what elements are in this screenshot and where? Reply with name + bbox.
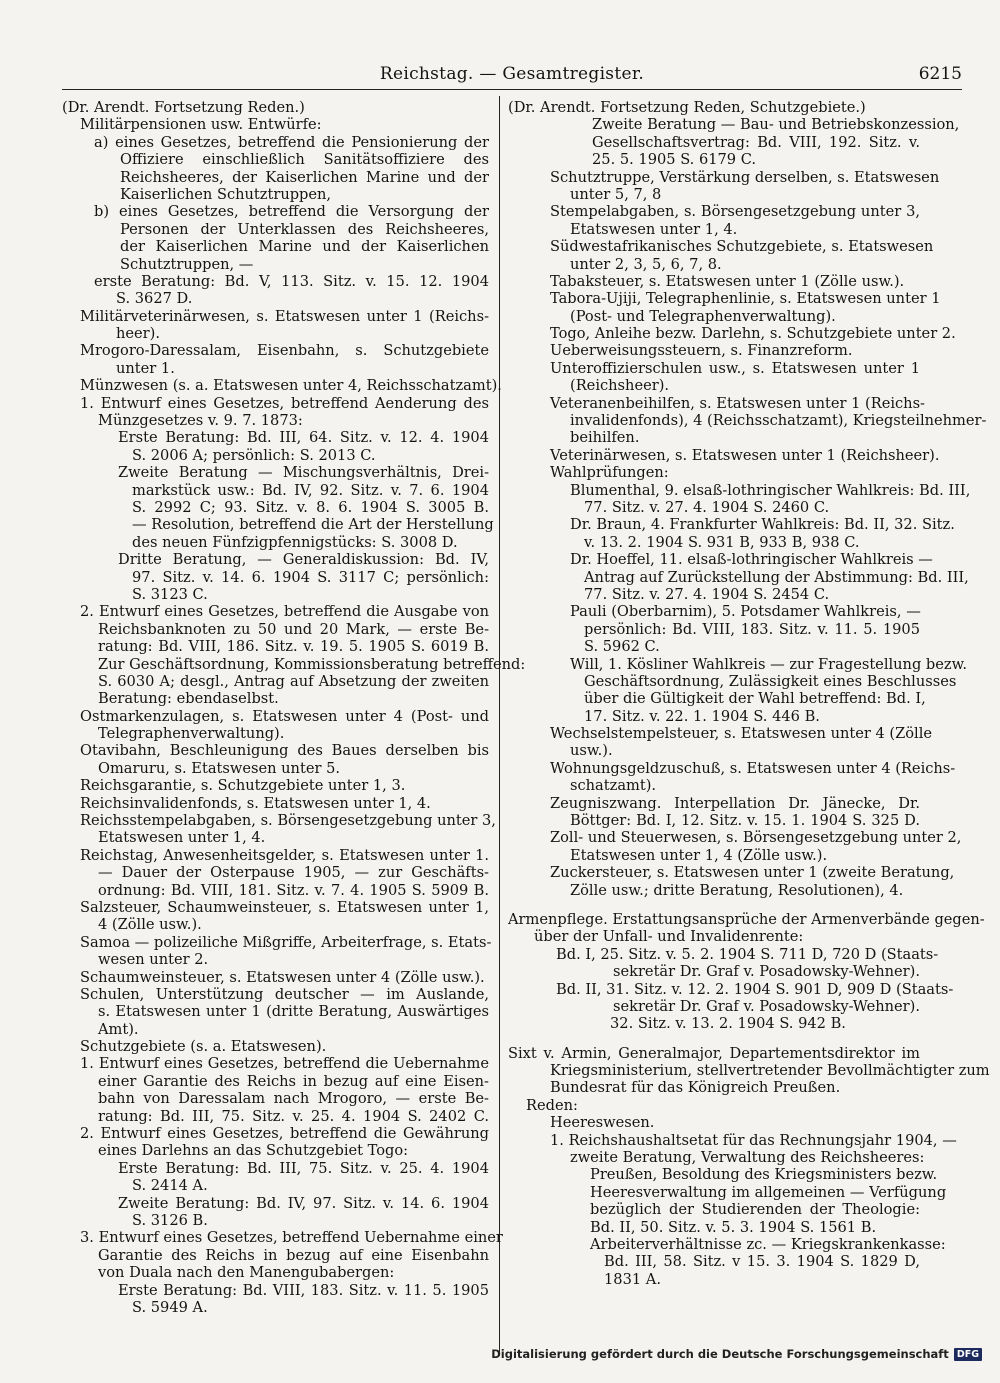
index-line: Bd. II, 50. Sitz. v. 5. 3. 1904 S. 1561 B. <box>590 1218 877 1236</box>
index-line: — Resolution, betreffend die Art der Herstellung <box>132 516 494 534</box>
index-line: 77. Sitz. v. 27. 4. 1904 S. 2460 C. <box>584 498 830 516</box>
index-line: 2. Entwurf eines Gesetzes, betreffend die Gewährung <box>80 1125 489 1143</box>
index-line: Zweite Beratung — Mischungsverhältnis, Drei- <box>118 464 489 482</box>
header-rule <box>62 89 962 90</box>
dfg-logo: DFG <box>954 1348 982 1361</box>
index-line: Gesellschaftsvertrag: Bd. VIII, 192. Sitz. v. <box>592 133 920 151</box>
index-line: persönlich: Bd. VIII, 183. Sitz. v. 11. 5. 1905 <box>584 620 920 638</box>
column-divider <box>499 96 500 1354</box>
index-line: 2. Entwurf eines Gesetzes, betreffend die Ausgabe von <box>80 603 489 621</box>
index-line: Will, 1. Kösliner Wahlkreis — zur Fragestellung bezw. <box>570 655 967 673</box>
index-line: usw.). <box>570 742 613 760</box>
index-line: heer). <box>116 325 160 343</box>
index-line: von Duala nach den Manengubabergen: <box>98 1264 395 1282</box>
index-line: erste Beratung: Bd. V, 113. Sitz. v. 15. 12. 1904 <box>94 272 489 290</box>
index-line: Arbeiterverhältnisse zc. — Kriegskrankenkasse: <box>590 1236 946 1253</box>
index-line: Ueberweisungssteuern, s. Finanzreform. <box>550 342 853 360</box>
index-line: Bd. II, 31. Sitz. v. 12. 2. 1904 S. 901 D, 909 D (Staats- <box>556 980 954 998</box>
index-line: s. Etatswesen unter 1 (dritte Beratung, Auswärtiges <box>98 1003 489 1021</box>
index-line: Tabora-Ujiji, Telegraphenlinie, s. Etatswesen unter 1 <box>550 290 941 308</box>
index-line: ratung: Bd. VIII, 186. Sitz. v. 19. 5. 1905 S. 6019 B. <box>98 638 489 656</box>
index-line: Preußen, Besoldung des Kriegsministers bezw. <box>590 1166 938 1184</box>
index-line: Pauli (Oberbarnim), 5. Potsdamer Wahlkreis, — <box>570 603 921 621</box>
index-line: Armenpflege. Erstattungsansprüche der Armenverbände gegen- <box>508 910 985 928</box>
index-line: Reichsinvalidenfonds, s. Etatswesen unter 1, 4. <box>80 794 431 812</box>
index-line: Schutztruppe, Verstärkung derselben, s. Etatswesen <box>550 168 940 186</box>
index-line: Dr. Hoeffel, 11. elsaß-lothringischer Wahlkreis — <box>570 551 933 569</box>
index-line: Amt). <box>98 1020 139 1038</box>
index-line: Telegraphenverwaltung). <box>98 725 285 743</box>
index-line: Erste Beratung: Bd. III, 75. Sitz. v. 25. 4. 1904 <box>118 1159 489 1177</box>
index-line: v. 13. 2. 1904 S. 931 B, 933 B, 938 C. <box>584 533 860 551</box>
index-line: a) eines Gesetzes, betreffend die Pensionierung der <box>94 133 489 151</box>
index-line: Wohnungsgeldzuschuß, s. Etatswesen unter 4 (Reichs- <box>550 759 956 777</box>
index-line: Etatswesen unter 1, 4. <box>570 220 738 238</box>
index-line: Stempelabgaben, s. Börsengesetzgebung unter 3, <box>550 203 920 221</box>
index-line: über der Unfall- und Invalidenrente: <box>534 928 804 946</box>
index-line: 17. Sitz. v. 22. 1. 1904 S. 446 B. <box>584 707 820 725</box>
index-line: Zoll- und Steuerwesen, s. Börsengesetzgebung unter 2, <box>550 829 962 847</box>
index-line: S. 2006 A; persönlich: S. 2013 C. <box>132 446 376 464</box>
index-line: Reichstag, Anwesenheitsgelder, s. Etatswesen unter 1. <box>80 846 489 864</box>
index-line: — Dauer der Osterpause 1905, — zur Geschäfts- <box>98 864 489 882</box>
index-line: bezüglich der Studierenden der Theologie: <box>590 1201 920 1219</box>
index-line: (Dr. Arendt. Fortsetzung Reden, Schutzgebiete.) <box>508 99 866 116</box>
index-line: (Reichsheer). <box>570 377 670 395</box>
index-line: Schutztruppen, — <box>120 255 254 273</box>
index-line: markstück usw.: Bd. IV, 92. Sitz. v. 7. 6. 1904 <box>132 481 489 499</box>
index-line: Omaruru, s. Etatswesen unter 5. <box>98 759 341 777</box>
index-line: Erste Beratung: Bd. VIII, 183. Sitz. v. 11. 5. 1905 <box>118 1281 489 1299</box>
index-line: Bd. III, 58. Sitz. v 15. 3. 1904 S. 1829 D, <box>604 1253 920 1271</box>
index-line: Antrag auf Zurückstellung der Abstimmung: Bd. III, <box>584 568 969 586</box>
index-line: Reichsbanknoten zu 50 und 20 Mark, — erste Be- <box>98 620 489 638</box>
page-header <box>62 58 962 92</box>
index-line: S. 5949 A. <box>132 1298 208 1316</box>
index-line: Zölle usw.; dritte Beratung, Resolutionen), 4. <box>570 881 904 899</box>
index-line: b) eines Gesetzes, betreffend die Versorgung der <box>94 203 489 221</box>
index-line: sekretär Dr. Graf v. Posadowsky-Wehner). <box>612 963 920 981</box>
index-line: unter 2, 3, 5, 6, 7, 8. <box>570 255 722 273</box>
index-line: Kriegsministerium, stellvertretender Bevollmächtigter zum <box>550 1062 990 1080</box>
index-line: Mrogoro-Daressalam, Eisenbahn, s. Schutzgebiete <box>80 342 489 360</box>
index-line: Reichsstempelabgaben, s. Börsengesetzgebung unter 3, <box>80 812 496 830</box>
index-line: ratung: Bd. III, 75. Sitz. v. 25. 4. 1904 S. 2402 C. <box>98 1107 489 1125</box>
credit-text: Digitalisierung gefördert durch die Deutsche Forschungsgemeinschaft <box>491 1347 949 1361</box>
index-line: Zweite Beratung — Bau- und Betriebskonzession, <box>592 116 960 134</box>
index-line: schatzamt). <box>570 777 657 795</box>
index-line: Zweite Beratung: Bd. IV, 97. Sitz. v. 14. 6. 1904 <box>118 1194 489 1212</box>
index-line: der Kaiserlichen Marine und der Kaiserlichen <box>120 238 489 256</box>
index-line: Tabaksteuer, s. Etatswesen unter 1 (Zölle usw.). <box>550 272 905 290</box>
index-line: S. 3126 B. <box>132 1212 208 1229</box>
index-line: Böttger: Bd. I, 12. Sitz. v. 15. 1. 1904 S. 325 D. <box>570 812 920 830</box>
index-line: Militärpensionen usw. Entwürfe: <box>80 116 322 134</box>
index-line: Togo, Anleihe bezw. Darlehn, s. Schutzgebiete unter 2. <box>550 325 956 343</box>
index-line: 77. Sitz. v. 27. 4. 1904 S. 2454 C. <box>584 585 830 603</box>
index-line: Heereswesen. <box>550 1114 655 1132</box>
index-line: bahn von Daressalam nach Mrogoro, — erste Be- <box>98 1090 489 1108</box>
index-line: 32. Sitz. v. 13. 2. 1904 S. 942 B. <box>610 1015 846 1033</box>
index-line: 3. Entwurf eines Gesetzes, betreffend Uebernahme einer <box>80 1229 503 1247</box>
index-line: (Post- und Telegraphenverwaltung). <box>570 307 836 325</box>
index-line: S. 2992 C; 93. Sitz. v. 8. 6. 1904 S. 3005 B. <box>132 498 489 516</box>
index-line: Südwestafrikanisches Schutzgebiete, s. Etatswesen <box>550 238 934 256</box>
index-line: Garantie des Reichs in bezug auf eine Eisenbahn <box>98 1246 489 1264</box>
index-line: 1. Entwurf eines Gesetzes, betreffend die Uebernahme <box>80 1055 489 1073</box>
index-line: Offiziere einschließlich Sanitätsoffiziere des <box>120 151 489 169</box>
index-line: Erste Beratung: Bd. III, 64. Sitz. v. 12. 4. 1904 <box>118 429 489 447</box>
index-line: S. 6030 A; desgl., Antrag auf Absetzung der zweiten <box>98 672 489 690</box>
index-line: Kaiserlichen Schutztruppen, <box>120 185 332 203</box>
index-line: Zuckersteuer, s. Etatswesen unter 1 (zweite Beratung, <box>550 864 955 882</box>
index-line: 1. Entwurf eines Gesetzes, betreffend Aenderung des <box>80 394 489 412</box>
right-column <box>508 99 990 1288</box>
index-line: 25. 5. 1905 S. 6179 C. <box>592 151 757 169</box>
index-line: Blumenthal, 9. elsaß-lothringischer Wahlkreis: Bd. III, <box>570 481 971 499</box>
index-line: des neuen Fünfzigpfennigstücks: S. 3008 D. <box>132 533 458 551</box>
index-line: über die Gültigkeit der Wahl betreffend: Bd. I, <box>584 690 926 708</box>
index-line: (Dr. Arendt. Fortsetzung Reden.) <box>62 99 305 116</box>
index-line: Schaumweinsteuer, s. Etatswesen unter 4 (Zölle usw.). <box>80 968 485 986</box>
index-line: Bundesrat für das Königreich Preußen. <box>550 1079 841 1097</box>
index-line: Salzsteuer, Schaumweinsteuer, s. Etatswesen unter 1, <box>80 898 489 916</box>
page-number: 6215 <box>918 64 962 84</box>
index-line: S. 5962 C. <box>584 638 660 656</box>
index-line: Unteroffizierschulen usw., s. Etatswesen unter 1 <box>550 359 920 377</box>
index-line: Militärveterinärwesen, s. Etatswesen unter 1 (Reichs- <box>80 307 489 325</box>
index-line: Beratung: ebendaselbst. <box>98 690 279 708</box>
index-line: sekretär Dr. Graf v. Posadowsky-Wehner). <box>612 997 920 1015</box>
index-line: eines Darlehns an das Schutzgebiet Togo: <box>98 1142 409 1160</box>
index-line: Schutzgebiete (s. a. Etatswesen). <box>80 1038 327 1056</box>
index-line: Otavibahn, Beschleunigung des Baues derselben bis <box>80 742 489 760</box>
index-line: ordnung: Bd. VIII, 181. Sitz. v. 7. 4. 1905 S. 5909 B. <box>98 881 489 899</box>
index-line: unter 5, 7, 8 <box>570 185 662 203</box>
index-line: S. 3627 D. <box>116 290 193 308</box>
index-line: Münzwesen (s. a. Etatswesen unter 4, Reichsschatzamt). <box>80 377 502 395</box>
index-line: Reden: <box>526 1096 578 1114</box>
index-line: 97. Sitz. v. 14. 6. 1904 S. 3117 C; persönlich: <box>132 568 489 586</box>
index-line: beihilfen. <box>570 429 640 447</box>
index-line: Veterinärwesen, s. Etatswesen unter 1 (Reichsheer). <box>550 446 940 464</box>
index-line: Heeresverwaltung im allgemeinen — Verfügung <box>590 1183 947 1201</box>
index-line: Bd. I, 25. Sitz. v. 5. 2. 1904 S. 711 D, 720 D (Staats- <box>556 945 939 963</box>
index-line: Wechselstempelsteuer, s. Etatswesen unter 4 (Zölle <box>550 725 933 743</box>
index-line: Sixt v. Armin, Generalmajor, Departementsdirektor im <box>508 1044 920 1062</box>
index-line: Veteranenbeihilfen, s. Etatswesen unter 1 (Reichs- <box>550 394 925 412</box>
index-line: S. 2414 A. <box>132 1177 208 1195</box>
index-line: einer Garantie des Reichs in bezug auf eine Eisen- <box>98 1072 489 1090</box>
index-line: Etatswesen unter 1, 4. <box>98 829 266 847</box>
index-line: Geschäftsordnung, Zulässigkeit eines Beschlusses <box>584 672 957 690</box>
index-line: zweite Beratung, Verwaltung des Reichsheeres: <box>570 1149 925 1167</box>
index-line: 4 (Zölle usw.). <box>98 916 202 934</box>
index-line: 1831 A. <box>604 1270 661 1288</box>
left-column <box>62 99 526 1316</box>
index-line: Dritte Beratung, — Generaldiskussion: Bd. IV, <box>118 551 489 569</box>
index-line: 1. Reichshaushaltsetat für das Rechnungsjahr 1904, — <box>550 1131 957 1149</box>
index-line: Samoa — polizeiliche Mißgriffe, Arbeiterfrage, s. Etats- <box>80 933 492 951</box>
index-line: Personen der Unterklassen des Reichsheeres, <box>120 220 489 238</box>
index-line: Schulen, Unterstützung deutscher — im Auslande, <box>80 985 489 1003</box>
index-line: Reichsgarantie, s. Schutzgebiete unter 1, 3. <box>80 777 406 795</box>
index-line: Dr. Braun, 4. Frankfurter Wahlkreis: Bd. II, 32. Sitz. <box>570 516 955 534</box>
index-line: Münzgesetzes v. 9. 7. 1873: <box>98 412 303 430</box>
running-title: Reichstag. — Gesamtregister. <box>379 64 645 84</box>
index-line: Wahlprüfungen: <box>550 464 669 482</box>
index-line: Zeugniszwang. Interpellation Dr. Jänecke, Dr. <box>550 794 920 812</box>
index-line: wesen unter 2. <box>98 951 209 969</box>
index-line: S. 3123 C. <box>132 585 208 603</box>
index-line: invalidenfonds), 4 (Reichsschatzamt), Kriegsteilnehmer- <box>570 412 987 430</box>
index-line: Etatswesen unter 1, 4 (Zölle usw.). <box>570 846 828 864</box>
digitization-credit <box>491 1347 982 1361</box>
index-line: Ostmarkenzulagen, s. Etatswesen unter 4 (Post- und <box>80 707 489 725</box>
index-line: Reichsheeres, der Kaiserlichen Marine und der <box>120 168 489 186</box>
index-line: Zur Geschäftsordnung, Kommissionsberatung betreffend: <box>98 655 526 673</box>
index-line: unter 1. <box>116 359 175 377</box>
